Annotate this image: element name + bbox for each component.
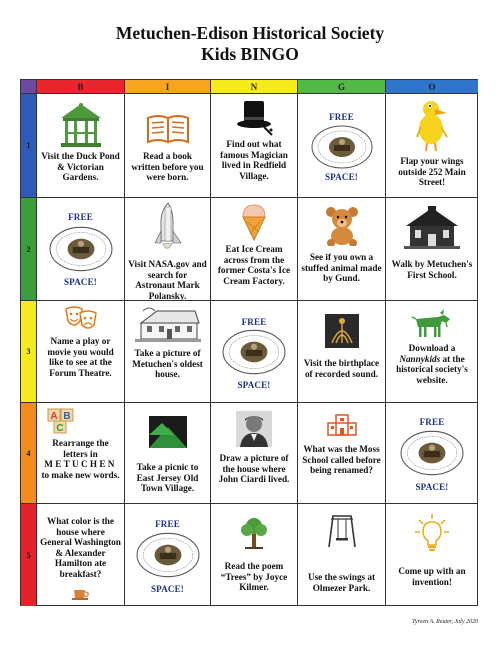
title-line-1: Metuchen-Edison Historical Society <box>115 23 385 43</box>
column-header-i: I <box>125 80 211 94</box>
column-header-n: N <box>211 80 298 94</box>
cell-r2-b[interactable] <box>37 198 125 301</box>
cell-text: See if you own a stuffed animal made by Gund. <box>301 252 382 284</box>
cell-text-part: at the historical society's website. <box>396 353 468 385</box>
cell-text: Flap your wings outside 252 Main Street! <box>398 156 466 188</box>
space-label: SPACE! <box>150 584 185 594</box>
space-shuttle-icon <box>125 201 210 257</box>
row-label-3: 3 <box>21 301 37 403</box>
john-ciardi-portrait-icon <box>211 411 297 447</box>
space-label: SPACE! <box>324 172 359 182</box>
space-label: SPACE! <box>63 277 98 287</box>
cell-r1-g[interactable] <box>298 94 386 198</box>
tree-icon <box>211 516 297 550</box>
cell-r4-o[interactable] <box>386 403 478 504</box>
cell-text-part: Rearrange the letters in <box>52 438 109 459</box>
author-credit: Tyreen A. Reuter, July 2020 <box>412 619 478 625</box>
cell-r2-n[interactable] <box>211 198 298 301</box>
cell-r2-g[interactable] <box>298 198 386 301</box>
cell-r3-g[interactable] <box>298 301 386 403</box>
society-seal-icon <box>298 125 385 169</box>
cell-r5-n[interactable] <box>211 504 298 606</box>
cell-text-part: to make new words. <box>41 469 120 480</box>
cell-text <box>389 343 475 385</box>
row-label-5: 5 <box>21 504 37 606</box>
society-seal-icon <box>211 329 297 375</box>
cell-r3-i[interactable] <box>125 301 211 403</box>
abc-blocks-icon <box>37 408 124 434</box>
space-label: SPACE! <box>415 482 449 492</box>
title-line-2: Kids BINGO <box>201 44 299 64</box>
cell-r4-b[interactable] <box>37 403 125 504</box>
nannykids-link: Nannykids <box>399 353 441 364</box>
cell-r4-n[interactable] <box>211 403 298 504</box>
column-header-g: G <box>298 80 386 94</box>
cell-text-part: Download a <box>408 343 456 353</box>
free-label: FREE <box>68 212 93 222</box>
coffee-cup-icon <box>37 587 124 601</box>
phonograph-logo-icon <box>298 313 385 349</box>
cell-r5-o[interactable] <box>386 504 478 606</box>
cell-text: Take a picture of Metuchen's oldest house. <box>132 348 203 380</box>
cell-text: Visit the birthplace of recorded sound. <box>303 358 380 379</box>
cell-text: Draw a picture of the house where John Ciardi lived. <box>218 453 290 485</box>
theater-masks-icon <box>37 305 124 331</box>
cell-text: Eat Ice Cream across from the former Costa's Ice Cream Factory. <box>217 244 291 286</box>
swing-icon <box>298 514 385 548</box>
cell-r1-b[interactable] <box>37 94 125 198</box>
space-label: SPACE! <box>237 380 271 390</box>
cell-r5-b[interactable] <box>37 504 125 606</box>
cell-r1-i[interactable] <box>125 94 211 198</box>
ice-cream-icon <box>211 202 297 242</box>
cell-text: Read the poem “Trees” by Joyce Kilmer. <box>220 561 288 593</box>
goat-icon <box>386 309 478 339</box>
society-seal-icon <box>386 430 478 476</box>
svg-text:B: B <box>63 411 71 422</box>
row-label-4: 4 <box>21 403 37 504</box>
cell-r1-o[interactable] <box>386 94 478 198</box>
society-seal-icon <box>125 532 210 578</box>
gazebo-icon <box>37 102 124 150</box>
cell-r2-o[interactable] <box>386 198 478 301</box>
cell-text: Come up with an invention! <box>398 566 466 587</box>
cell-r5-i[interactable] <box>125 504 211 606</box>
cell-r1-n[interactable] <box>211 94 298 198</box>
row-label-2: 2 <box>21 198 37 301</box>
cell-text: Visit NASA.gov and search for Astronaut Mark Polansky. <box>128 259 207 301</box>
column-header-b: B <box>37 80 125 94</box>
big-bird-icon <box>386 97 478 153</box>
cell-text: Walk by Metuchen's First School. <box>391 259 473 280</box>
cell-r3-n[interactable] <box>211 301 298 403</box>
metuchen-word: METUCHEN <box>44 459 117 470</box>
row-label-1: 1 <box>21 94 37 198</box>
cell-r3-b[interactable] <box>37 301 125 403</box>
cell-text: Read a book written before you were born. <box>131 151 204 183</box>
cell-text: Visit the Duck Pond & Victorian Gardens. <box>41 151 120 183</box>
cell-text: Name a play or movie you would like to see at the Forum Theatre. <box>47 336 114 378</box>
cell-text: Find out what famous Magician lived in Redfield Village. <box>220 139 288 181</box>
cell-text <box>40 438 121 480</box>
cell-r3-o[interactable] <box>386 301 478 403</box>
cell-r2-i[interactable] <box>125 198 211 301</box>
free-label: FREE <box>241 317 267 327</box>
schoolhouse-icon <box>386 206 478 250</box>
society-seal-icon <box>37 226 124 272</box>
bingo-board <box>20 79 478 606</box>
cell-r4-i[interactable] <box>125 403 211 504</box>
svg-text:C: C <box>56 423 64 434</box>
old-town-logo-icon <box>125 415 210 449</box>
svg-text:A: A <box>50 411 58 422</box>
cell-text: Take a picnic to East Jersey Old Town Village. <box>136 462 199 494</box>
header-corner <box>21 80 37 94</box>
cell-text: What was the Moss School called before being renamed? <box>302 444 381 476</box>
magician-hat-icon <box>211 97 297 137</box>
free-label: FREE <box>329 112 354 122</box>
cell-r5-g[interactable] <box>298 504 386 606</box>
free-label: FREE <box>419 417 445 427</box>
cell-text: What color is the house where General Washington & Alexander Hamilton ate breakfast? <box>40 516 121 579</box>
cell-text: Use the swings at Olmezer Park. <box>307 572 376 593</box>
old-house-icon <box>125 305 210 343</box>
school-building-icon <box>298 413 385 437</box>
book-icon <box>125 114 210 144</box>
lightbulb-icon <box>386 514 478 554</box>
teddy-bear-icon <box>298 206 385 246</box>
free-label: FREE <box>155 519 180 529</box>
cell-r4-g[interactable] <box>298 403 386 504</box>
column-header-o: O <box>386 80 478 94</box>
